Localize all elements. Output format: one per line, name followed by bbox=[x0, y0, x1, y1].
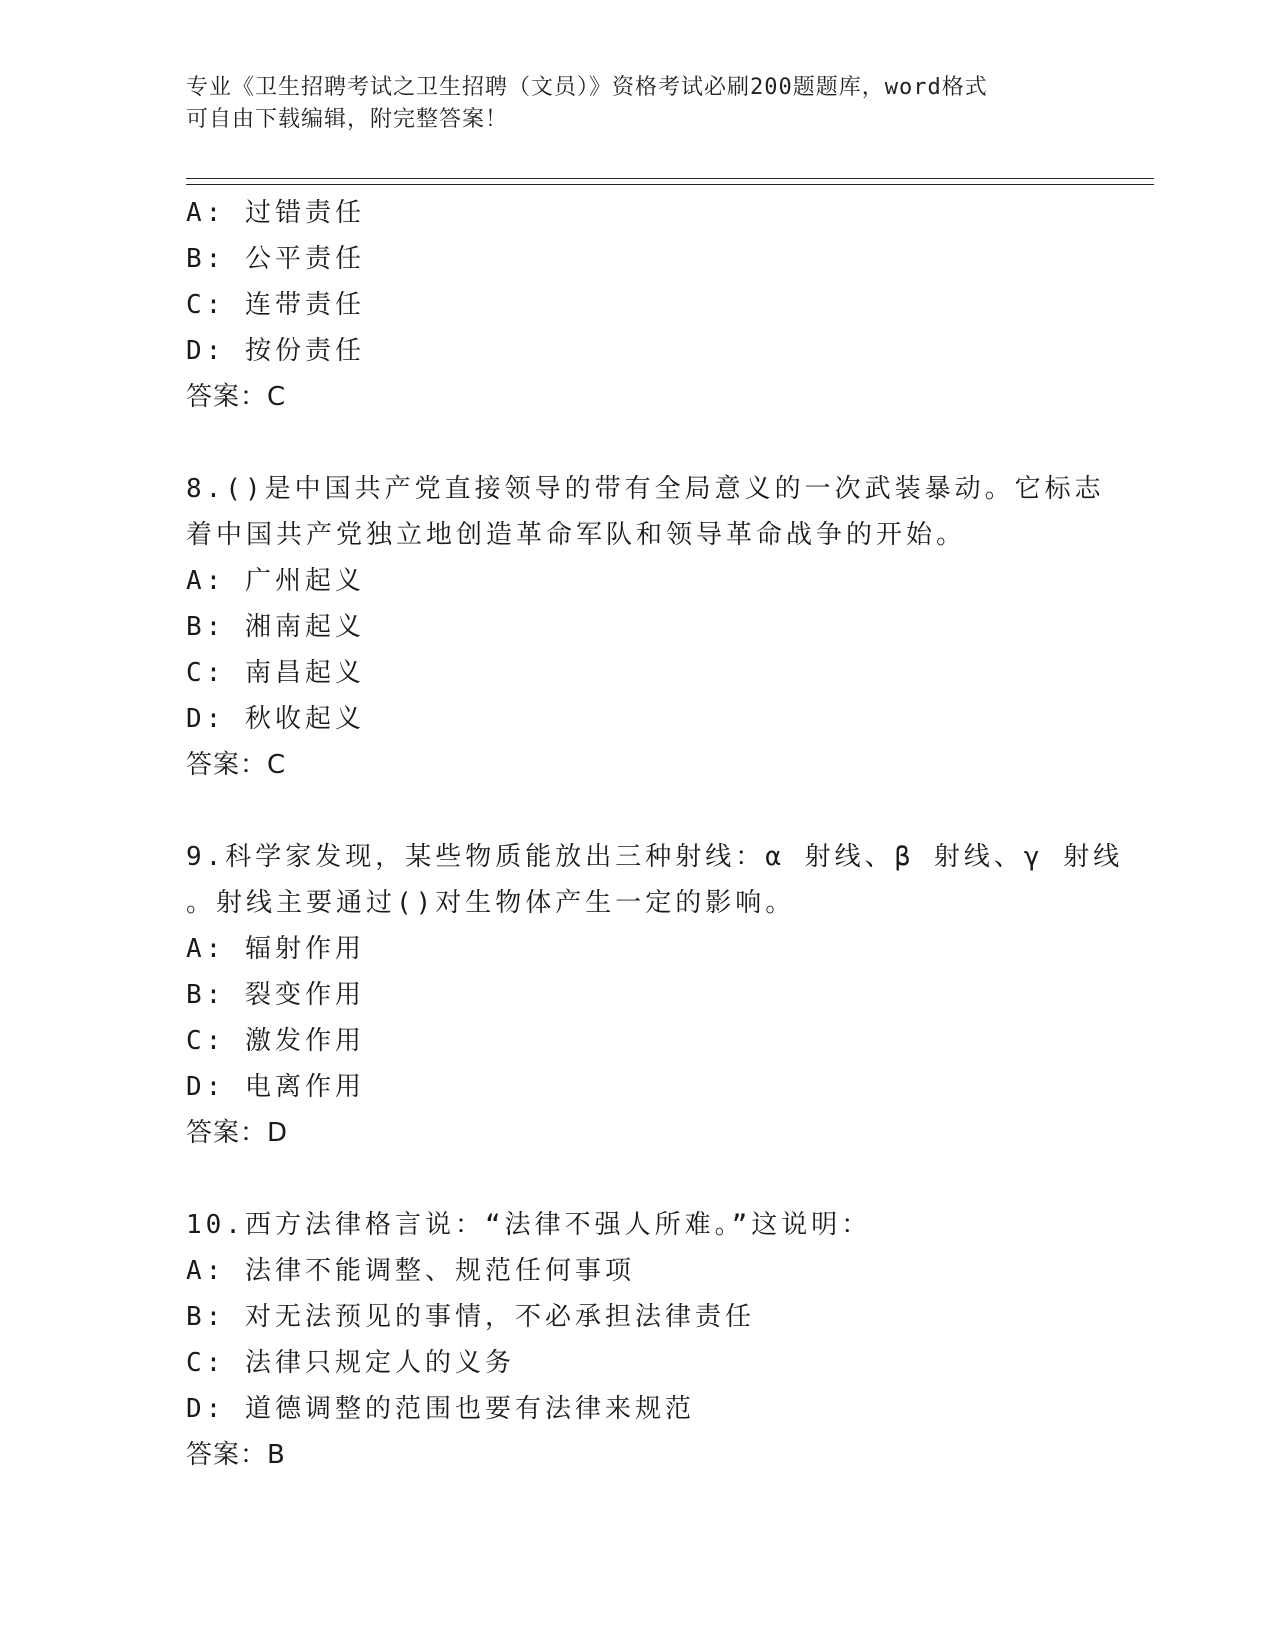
question-stem-line-1: 9.科学家发现，某些物质能放出三种射线：α 射线、β 射线、γ 射线 bbox=[186, 842, 1124, 872]
question-stem-line-1: 8.()是中国共产党直接领导的带有全局意义的一次武装暴动。它标志 bbox=[186, 474, 1105, 504]
answer: 答案：D bbox=[186, 1118, 289, 1148]
spacer bbox=[186, 1156, 1086, 1202]
question-8 bbox=[186, 466, 1105, 788]
option-c: C: 法律只规定人的义务 bbox=[186, 1348, 515, 1378]
option-d: D: 电离作用 bbox=[186, 1072, 365, 1102]
option-b: B: 湘南起义 bbox=[186, 612, 365, 642]
answer: 答案：B bbox=[186, 1440, 286, 1470]
header-divider bbox=[186, 178, 1154, 185]
header-line-1: 专业《卫生招聘考试之卫生招聘（文员）》资格考试必刷200题题库，word格式 bbox=[186, 75, 988, 100]
answer: 答案：C bbox=[186, 382, 287, 412]
option-d: D: 秋收起义 bbox=[186, 704, 365, 734]
question-stem-line-2: 。射线主要通过()对生物体产生一定的影响。 bbox=[186, 888, 796, 918]
option-d: D: 道德调整的范围也要有法律来规范 bbox=[186, 1394, 695, 1424]
option-a: A: 广州起义 bbox=[186, 566, 365, 596]
option-c: C: 激发作用 bbox=[186, 1026, 365, 1056]
option-b: B: 对无法预见的事情，不必承担法律责任 bbox=[186, 1302, 755, 1332]
answer: 答案：C bbox=[186, 750, 287, 780]
option-a: A: 辐射作用 bbox=[186, 934, 365, 964]
question-10 bbox=[186, 1202, 1086, 1478]
spacer bbox=[186, 788, 1086, 834]
document-body bbox=[186, 190, 1124, 1478]
spacer bbox=[186, 420, 1086, 466]
question-stem-line-2: 着中国共产党独立地创造革命军队和领导革命战争的开始。 bbox=[186, 520, 967, 550]
header-line-2: 可自由下载编辑，附完整答案！ bbox=[186, 107, 509, 132]
option-d: D: 按份责任 bbox=[186, 336, 365, 366]
question-9 bbox=[186, 834, 1124, 1156]
option-b: B: 公平责任 bbox=[186, 244, 365, 274]
option-b: B: 裂变作用 bbox=[186, 980, 365, 1010]
document-header bbox=[186, 72, 1076, 136]
option-c: C: 南昌起义 bbox=[186, 658, 365, 688]
option-a: A: 过错责任 bbox=[186, 198, 365, 228]
question-stem-line-1: 10.西方法律格言说：“法律不强人所难。”这说明： bbox=[186, 1210, 872, 1240]
option-a: A: 法律不能调整、规范任何事项 bbox=[186, 1256, 635, 1286]
question-7 bbox=[186, 190, 1086, 420]
option-c: C: 连带责任 bbox=[186, 290, 365, 320]
